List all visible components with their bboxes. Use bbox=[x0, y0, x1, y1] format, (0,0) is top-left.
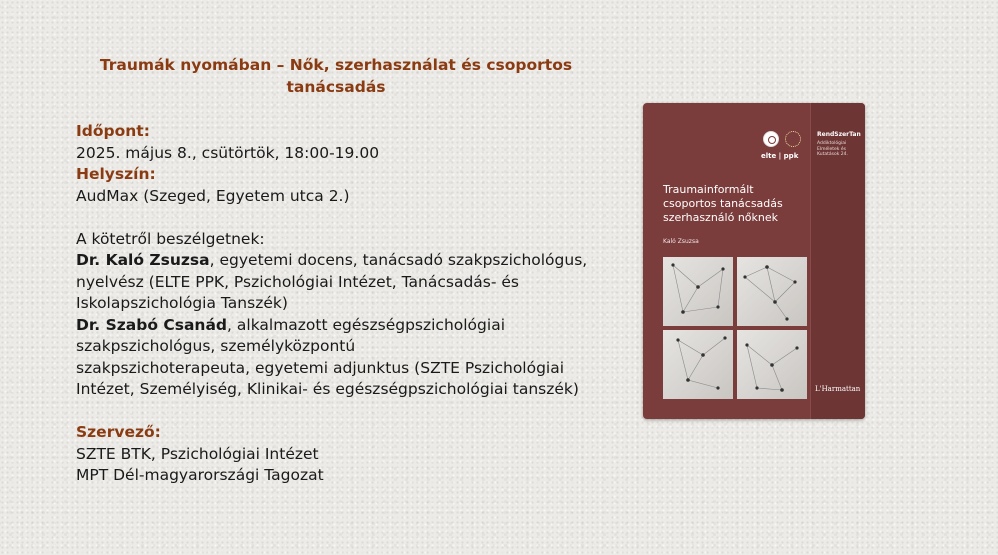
organizer-label: Szervező: bbox=[76, 423, 161, 441]
book-title: Traumainformált csoportos tanácsadás szerhasználó nőknek bbox=[663, 183, 783, 224]
publisher-logos bbox=[761, 129, 807, 165]
speaker2-line3: szakpszichoterapeuta, egyetemi adjunktus (SZTE Pszichológiai bbox=[76, 358, 565, 377]
network-image bbox=[663, 257, 807, 399]
book-cover bbox=[643, 103, 865, 419]
speaker2-desc: , alkalmazott egészségpszichológiai bbox=[227, 315, 505, 334]
organizer-1: SZTE BTK, Pszichológiai Intézet bbox=[76, 444, 319, 463]
university-seal-icon bbox=[763, 131, 779, 147]
time-value: 2025. május 8., csütörtök, 18:00-19.00 bbox=[76, 143, 380, 162]
speaker1-desc: , egyetemi docens, tanácsadó szakpszichológus, bbox=[209, 251, 588, 269]
series-name: RendSzerTan bbox=[817, 131, 861, 138]
publisher-name: L'Harmattan bbox=[815, 385, 861, 393]
network-tile bbox=[737, 257, 807, 326]
speaker1-line2: nyelvész (ELTE PPK, Pszichológiai Intézet, Tanácsadás- és bbox=[76, 272, 519, 291]
speaker1-line1 bbox=[76, 250, 596, 272]
place-label: Helyszín: bbox=[76, 165, 156, 183]
speaker2-line2: szakpszichológus, személyközpontú bbox=[76, 337, 356, 355]
speaker2-line4: Intézet, Személyiség, Klinikai- és egészségpszichológiai tanszék) bbox=[76, 380, 579, 398]
event-details bbox=[76, 121, 596, 487]
series-subtitle: Addiktológiai Elméletek és Kutatások 24. bbox=[817, 141, 848, 158]
event-title: Traumák nyomában – Nők, szerhasználat és csoportos tanácsadás bbox=[99, 56, 573, 96]
book-spine bbox=[810, 103, 865, 419]
speaker1-line3: Iskolapszichológia Tanszék) bbox=[76, 294, 288, 312]
network-tile bbox=[663, 257, 733, 326]
eu-stars-icon bbox=[785, 131, 801, 147]
intro-text: A kötetről beszélgetnek: bbox=[76, 229, 265, 248]
elte-ppk-logo: elte | ppk bbox=[761, 152, 799, 160]
organizer-2: MPT Dél-magyarországi Tagozat bbox=[76, 466, 324, 484]
speaker2-name: Dr. Szabó Csanád bbox=[76, 315, 228, 334]
speaker1-name: Dr. Kaló Zsuzsa bbox=[76, 251, 210, 269]
place-value: AudMax (Szeged, Egyetem utca 2.) bbox=[76, 186, 350, 205]
speaker2-line1 bbox=[76, 315, 596, 337]
time-label: Időpont: bbox=[76, 122, 150, 140]
network-tile bbox=[663, 330, 733, 399]
book-author: Kaló Zsuzsa bbox=[663, 238, 699, 245]
network-tile bbox=[737, 330, 807, 399]
